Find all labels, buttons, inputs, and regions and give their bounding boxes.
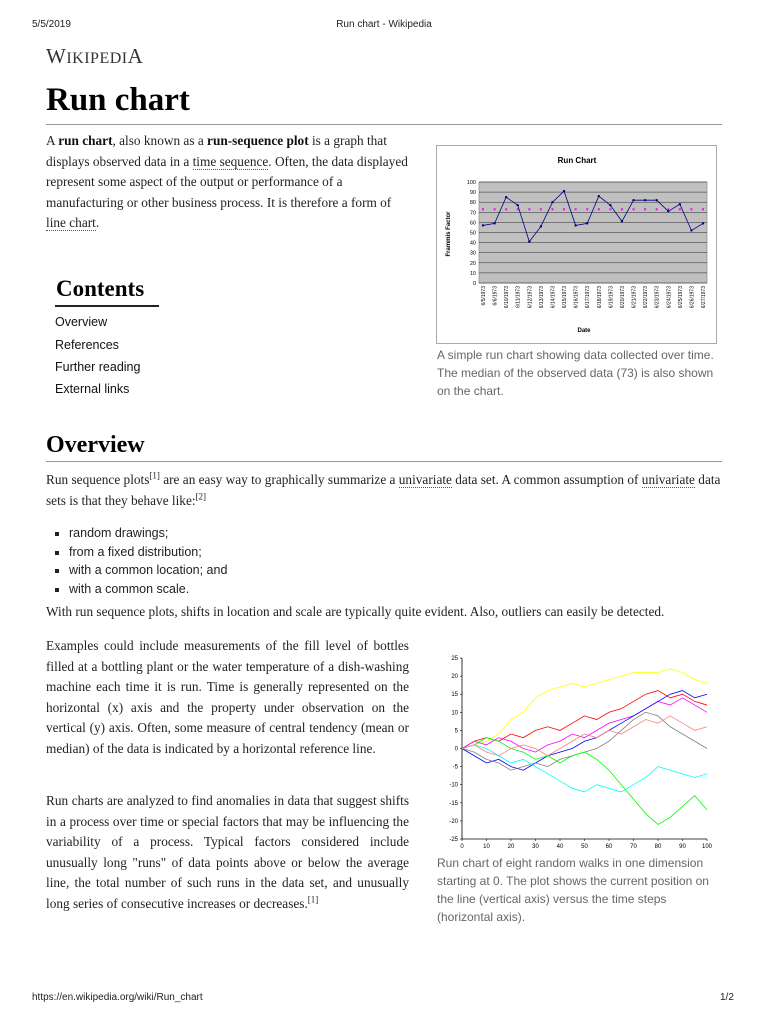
- x-tick-label: 0: [460, 844, 464, 850]
- list-item: with a common location; and: [46, 561, 446, 580]
- x-tick-label: 50: [581, 844, 588, 850]
- y-tick-label: 50: [469, 230, 476, 237]
- y-tick-label: -15: [449, 800, 458, 807]
- y-tick-label: 20: [451, 674, 458, 681]
- median-point: [621, 208, 623, 210]
- x-tick-label: 30: [532, 844, 539, 850]
- x-tick-label: 6/13/1973: [538, 286, 545, 309]
- median-point: [598, 208, 600, 210]
- overview-paragraph-2: With run sequence plots, shifts in location and scale are typically quite evident. Also, outliers can easily be detected.: [46, 604, 665, 619]
- data-point: [540, 225, 542, 227]
- overview-paragraph-4: Run charts are analyzed to find anomalies in data that suggest shifts in a process over time or special factors that may be influencing the variability of a process. Typical factors considered include unusually long "runs" of data points above or below the average line, the total number of such runs in the data set, and unusually long series of consecutive increases or decreases.[1]: [46, 793, 409, 911]
- y-tick-label: 0: [454, 746, 458, 753]
- x-tick-label: 40: [556, 844, 564, 850]
- figure2-caption: Run chart of eight random walks in one dimension starting at 0. The plot shows the current position on the line (vertical axis) versus the time steps (horizontal axis).: [437, 856, 709, 924]
- x-tick-label: 6/10/1973: [504, 286, 511, 309]
- x-tick-label: 6/25/1973: [677, 286, 684, 309]
- x-tick-label: 6/20/1973: [619, 286, 626, 309]
- median-point: [575, 208, 577, 210]
- run-chart: [437, 146, 716, 343]
- term-run-chart: run chart: [58, 133, 113, 148]
- toc-external-links[interactable]: External links: [55, 382, 130, 396]
- data-point: [482, 224, 484, 226]
- median-point: [690, 208, 692, 210]
- walk-line-walk4: [462, 691, 707, 771]
- data-point: [563, 190, 565, 192]
- y-tick-label: 100: [466, 180, 476, 186]
- x-tick-label: 6/12/1973: [527, 286, 534, 309]
- median-point: [586, 208, 588, 210]
- y-tick-label: 70: [469, 210, 476, 217]
- term-run-sequence-plot: run-sequence plot: [207, 133, 309, 148]
- y-tick-label: 40: [469, 240, 476, 247]
- median-point: [656, 208, 658, 210]
- median-point: [482, 208, 484, 210]
- x-tick-label: 80: [654, 844, 662, 850]
- data-point: [493, 222, 495, 224]
- overview-paragraph-1: Run sequence plots[1] are an easy way to graphically summarize a univariate data set. A common assumption of univariate data sets is that they behave like:[2]: [46, 470, 721, 508]
- data-point: [609, 204, 611, 206]
- x-tick-label: 6/18/1973: [596, 286, 603, 309]
- y-tick-label: 60: [469, 220, 476, 227]
- y-tick-label: 15: [451, 692, 458, 699]
- y-tick-label: 5: [454, 728, 458, 735]
- walk-line-walk3: [462, 698, 707, 752]
- x-tick-label: 20: [507, 844, 515, 850]
- x-tick-label: 10: [483, 844, 490, 850]
- intro-paragraph: A run chart, also known as a run-sequence plot is a graph that displays observed data in a time sequence. Often, the data displayed represent some aspect of the output or performance of a manufacturing or other business process. It is therefore a form of line chart.: [46, 133, 408, 230]
- y-tick-label: 25: [451, 656, 458, 662]
- median-point: [494, 208, 496, 210]
- data-point: [667, 210, 669, 212]
- toc-overview[interactable]: Overview: [55, 315, 108, 329]
- overview-heading: Overview: [46, 432, 145, 458]
- x-tick-label: 6/15/1973: [562, 286, 569, 309]
- data-point: [679, 203, 681, 205]
- x-tick-label: 6/14/1973: [550, 286, 557, 309]
- median-point: [540, 208, 542, 210]
- x-tick-label: 6/21/1973: [631, 286, 638, 309]
- contents-divider: [55, 305, 159, 307]
- ref-2[interactable]: [2]: [195, 491, 207, 502]
- data-point: [702, 222, 704, 224]
- median-point: [528, 208, 530, 210]
- x-tick-label: 100: [701, 844, 713, 850]
- ref-1b[interactable]: [1]: [307, 894, 319, 905]
- figure1-caption: A simple run chart showing data collected over time. The median of the observed data (73) is also shown on the chart.: [437, 348, 714, 398]
- y-tick-label: 20: [469, 260, 476, 267]
- walk-line-walk7: [462, 738, 707, 825]
- page-title: Run chart: [46, 82, 190, 118]
- x-tick-label: 6/5/1973: [481, 286, 487, 306]
- median-point: [679, 208, 681, 210]
- x-tick-label: 6/22/1973: [643, 286, 650, 309]
- run-chart-xlabel: Date: [577, 328, 591, 334]
- data-point: [517, 204, 519, 206]
- y-tick-label: 0: [472, 281, 476, 287]
- y-tick-label: 30: [469, 250, 476, 257]
- overview-paragraph-3: Examples could include measurements of the fill level of bottles filled at a bottling plant or the water temperature of a dish-washing machine each time it is run. Time is generally represented on the horizontal (x) axis and the property under observation on the vertical (y) axis. Often, some measure of central tendency (mean or median) of the data is indicated by a horizontal reference line.: [46, 638, 409, 756]
- x-tick-label: 6/23/1973: [654, 286, 661, 309]
- data-point: [528, 240, 530, 242]
- y-tick-label: 80: [469, 200, 476, 207]
- median-point: [505, 208, 507, 210]
- median-point: [609, 208, 611, 210]
- random-walk-chart: [437, 652, 717, 852]
- data-point: [505, 196, 507, 198]
- overview-divider: [46, 461, 722, 462]
- x-tick-label: 6/26/1973: [689, 286, 696, 309]
- link-line-chart[interactable]: line chart: [46, 215, 96, 230]
- x-tick-label: 6/6/1973: [492, 286, 499, 306]
- link-univariate-1[interactable]: univariate: [398, 472, 452, 487]
- walk-line-walk8: [462, 716, 707, 756]
- run-chart-figure[interactable]: [436, 145, 717, 344]
- page-number: 1/2: [720, 992, 734, 1003]
- y-tick-label: 10: [469, 270, 476, 277]
- median-point: [633, 208, 635, 210]
- median-point: [644, 208, 646, 210]
- walk-line-walk2: [462, 691, 707, 749]
- median-point: [702, 208, 704, 210]
- data-point: [598, 195, 600, 197]
- y-tick-label: -5: [452, 764, 458, 771]
- data-point: [644, 199, 646, 201]
- median-point: [563, 208, 565, 210]
- data-point: [690, 229, 692, 231]
- run-chart-title: Run Chart: [557, 156, 597, 165]
- data-point: [655, 199, 657, 201]
- page-url: https://en.wikipedia.org/wiki/Run_chart: [32, 992, 203, 1003]
- x-tick-label: 6/27/1973: [701, 286, 707, 309]
- y-tick-label: 10: [451, 710, 458, 717]
- median-point: [667, 208, 669, 210]
- data-point: [574, 224, 576, 226]
- x-tick-label: 70: [630, 844, 637, 850]
- y-tick-label: -20: [449, 818, 458, 825]
- random-walk-figure[interactable]: [437, 652, 717, 852]
- y-tick-label: -25: [449, 837, 458, 843]
- link-univariate-2[interactable]: univariate: [641, 472, 695, 487]
- list-item: random drawings;: [46, 524, 446, 543]
- y-tick-label: -10: [449, 782, 458, 789]
- data-point: [632, 199, 634, 201]
- ref-1[interactable]: [1]: [149, 470, 160, 481]
- contents-title: Contents: [56, 276, 145, 301]
- median-point: [551, 208, 553, 210]
- x-tick-label: 90: [679, 844, 686, 850]
- wikipedia-logo[interactable]: WIKIPEDIA: [46, 44, 144, 68]
- print-title: Run chart - Wikipedia: [336, 19, 432, 30]
- list-item: from a fixed distribution;: [46, 543, 446, 562]
- data-point: [586, 222, 588, 224]
- x-tick-label: 6/19/1973: [608, 286, 615, 309]
- assumption-list: [46, 524, 446, 598]
- walk-line-walk1: [462, 669, 707, 749]
- x-tick-label: 6/24/1973: [666, 286, 673, 309]
- list-item: with a common scale.: [46, 580, 446, 599]
- x-tick-label: 6/16/1973: [573, 286, 580, 309]
- x-tick-label: 6/11/1973: [515, 286, 522, 308]
- x-tick-label: 6/17/1973: [585, 286, 592, 309]
- data-point: [621, 220, 623, 222]
- print-date: 5/5/2019: [32, 19, 71, 30]
- x-tick-label: 60: [605, 844, 613, 850]
- y-tick-label: 90: [469, 190, 476, 197]
- link-time-sequence[interactable]: time sequence: [192, 153, 269, 169]
- toc-references[interactable]: References: [55, 338, 119, 352]
- title-divider: [46, 124, 722, 125]
- data-point: [551, 201, 553, 203]
- run-chart-ylabel: Frammis Factor: [446, 211, 452, 257]
- toc-further-reading[interactable]: Further reading: [55, 360, 141, 374]
